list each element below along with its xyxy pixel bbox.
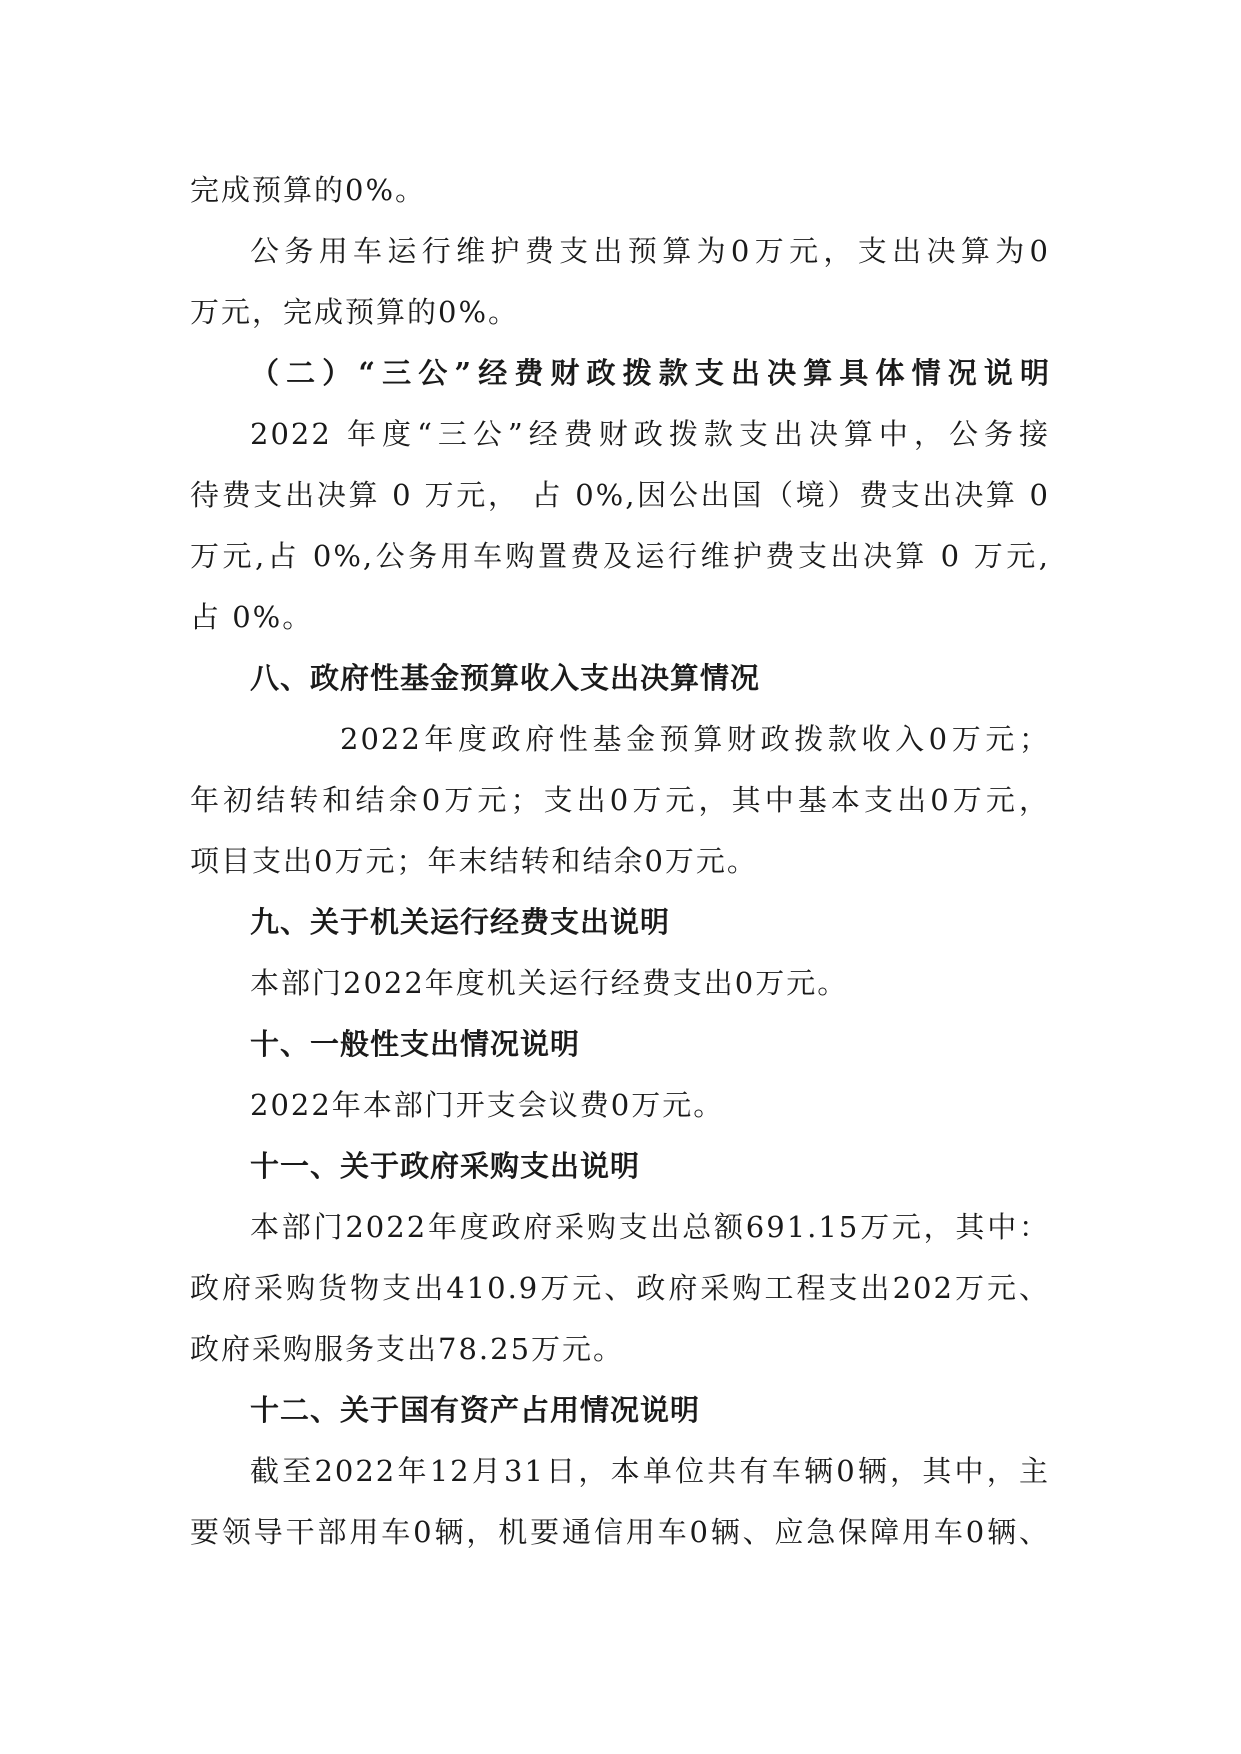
paragraph-line: 公务用车运行维护费支出预算为0万元，支出决算为0: [250, 234, 1050, 268]
paragraph-line: 2022 年度“三公”经费财政拨款支出决算中，公务接: [250, 417, 1050, 451]
paragraph-line: 政府采购货物支出410.9万元、政府采购工程支出202万元、: [190, 1271, 1050, 1305]
paragraph-line: 项目支出0万元；年末结转和结余0万元。: [190, 844, 758, 878]
section-heading: 十一、关于政府采购支出说明: [250, 1149, 641, 1183]
paragraph-line: 完成预算的0%。: [190, 173, 427, 207]
paragraph-line: 2022年本部门开支会议费0万元。: [250, 1088, 725, 1122]
paragraph-line: 待费支出决算 0 万元， 占 0%,因公出国（境）费支出决算 0: [190, 478, 1050, 512]
paragraph-line: 占 0%。: [190, 600, 314, 634]
paragraph-line: 本部门2022年度机关运行经费支出0万元。: [250, 966, 849, 1000]
section-heading: （二）“三公”经费财政拨款支出决算具体情况说明: [250, 356, 1050, 390]
paragraph-line: 截至2022年12月31日，本单位共有车辆0辆，其中，主: [250, 1454, 1050, 1488]
section-heading: 十二、关于国有资产占用情况说明: [250, 1393, 701, 1427]
section-heading: 十、一般性支出情况说明: [250, 1027, 581, 1061]
paragraph-line: 政府采购服务支出78.25万元。: [190, 1332, 625, 1366]
paragraph-line: 要领导干部用车0辆，机要通信用车0辆、应急保障用车0辆、: [190, 1515, 1050, 1549]
paragraph-line: 本部门2022年度政府采购支出总额691.15万元，其中：: [250, 1210, 1050, 1244]
paragraph-line: 2022年度政府性基金预算财政拨款收入0万元；: [340, 722, 1050, 756]
paragraph-line: 年初结转和结余0万元；支出0万元，其中基本支出0万元，: [190, 783, 1050, 817]
paragraph-line: 万元，完成预算的0%。: [190, 295, 520, 329]
paragraph-line: 万元,占 0%,公务用车购置费及运行维护费支出决算 0 万元,: [190, 539, 1050, 573]
section-heading: 九、关于机关运行经费支出说明: [250, 905, 671, 939]
section-heading: 八、政府性基金预算收入支出决算情况: [250, 661, 761, 695]
